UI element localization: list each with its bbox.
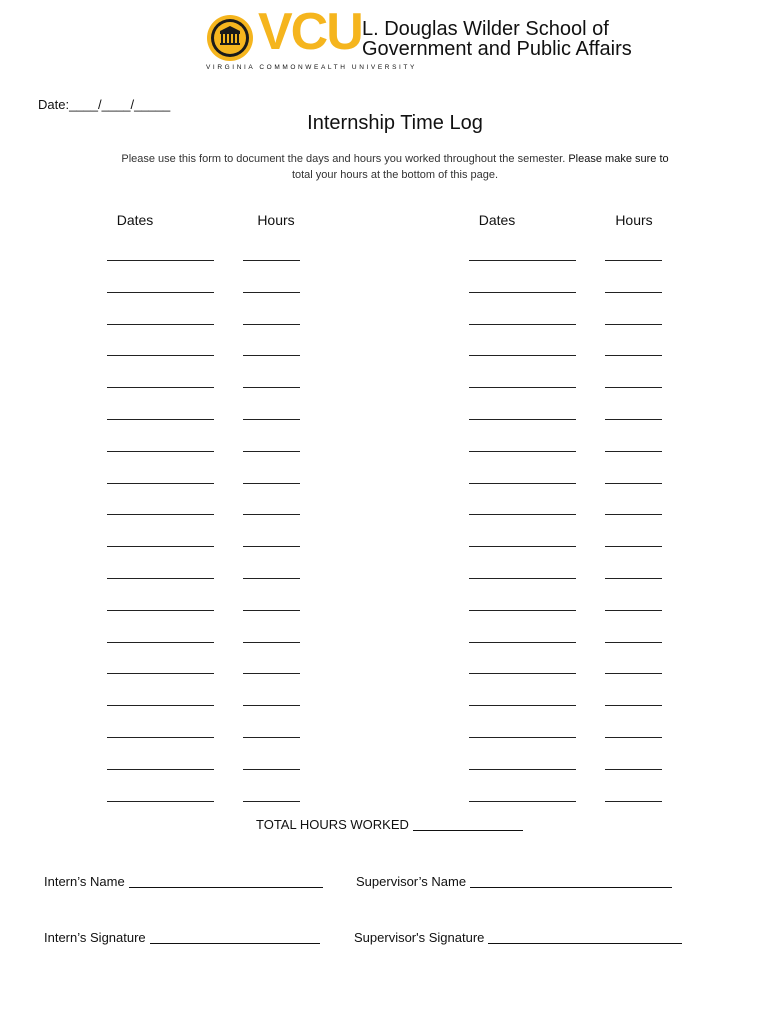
hours-entry-left[interactable] [243,387,300,388]
column-header-hours-left: Hours [257,212,295,228]
supervisor-signature-label: Supervisor's Signature [354,930,485,945]
date-entry-right[interactable] [469,801,576,802]
intern-signature-field[interactable] [150,931,320,944]
date-entry-left[interactable] [107,387,214,388]
intern-name-row [44,874,323,889]
supervisor-name-label: Supervisor’s Name [356,874,467,889]
intern-name-label: Intern’s Name [44,874,125,889]
hours-entry-right[interactable] [605,769,662,770]
date-entry-right[interactable] [469,546,576,547]
date-entry-right[interactable] [469,324,576,325]
supervisor-signature-row [354,930,682,945]
date-entry-right[interactable] [469,451,576,452]
hours-entry-left[interactable] [243,705,300,706]
hours-entry-left[interactable] [243,578,300,579]
date-entry-left[interactable] [107,642,214,643]
hours-entry-right[interactable] [605,514,662,515]
date-entry-right[interactable] [469,737,576,738]
intern-name-field[interactable] [129,875,323,888]
date-entry-left[interactable] [107,705,214,706]
hours-entry-right[interactable] [605,673,662,674]
supervisor-name-field[interactable] [470,875,672,888]
hours-entry-left[interactable] [243,483,300,484]
date-entry-left[interactable] [107,292,214,293]
date-entry-left[interactable] [107,578,214,579]
university-name: VIRGINIA COMMONWEALTH UNIVERSITY [206,64,417,71]
intern-signature-label: Intern’s Signature [44,930,146,945]
hours-entry-left[interactable] [243,801,300,802]
date-entry-left[interactable] [107,419,214,420]
hours-entry-right[interactable] [605,801,662,802]
total-hours-row [256,817,523,832]
hours-entry-right[interactable] [605,546,662,547]
date-entry-right[interactable] [469,483,576,484]
vcu-logo-wordmark: VCU [258,3,362,61]
hours-entry-left[interactable] [243,610,300,611]
hours-entry-left[interactable] [243,546,300,547]
date-entry-left[interactable] [107,324,214,325]
hours-entry-left[interactable] [243,292,300,293]
hours-entry-right[interactable] [605,578,662,579]
instructions-regular: Please use this form to document the days and hours you worked throughout the semester. [121,153,566,165]
date-entry-right[interactable] [469,387,576,388]
hours-entry-left[interactable] [243,737,300,738]
school-name-line-1: L. Douglas Wilder School of [362,18,609,40]
instructions-line-1 [0,153,770,165]
date-entry-right[interactable] [469,610,576,611]
hours-entry-left[interactable] [243,769,300,770]
hours-entry-left[interactable] [243,324,300,325]
date-entry-right[interactable] [469,355,576,356]
column-header-dates-right: Dates [478,212,516,228]
hours-entry-right[interactable] [605,737,662,738]
university-seal-logo [206,14,254,62]
intern-signature-row [44,930,320,945]
instructions-emphasis: Please make sure to [568,153,669,165]
hours-entry-left[interactable] [243,355,300,356]
date-entry-left[interactable] [107,769,214,770]
hours-entry-left[interactable] [243,260,300,261]
date-entry-right[interactable] [469,260,576,261]
total-hours-label: TOTAL HOURS WORKED [256,817,409,832]
date-entry-right[interactable] [469,292,576,293]
date-entry-right[interactable] [469,578,576,579]
total-hours-field[interactable] [413,818,523,831]
date-field[interactable]: Date:____/____/_____ [38,97,171,112]
date-entry-left[interactable] [107,451,214,452]
hours-entry-left[interactable] [243,451,300,452]
column-header-dates-left: Dates [116,212,154,228]
hours-entry-right[interactable] [605,642,662,643]
hours-entry-right[interactable] [605,292,662,293]
date-entry-right[interactable] [469,419,576,420]
date-entry-right[interactable] [469,642,576,643]
hours-entry-right[interactable] [605,355,662,356]
hours-entry-right[interactable] [605,705,662,706]
hours-entry-right[interactable] [605,483,662,484]
hours-entry-right[interactable] [605,324,662,325]
date-entry-left[interactable] [107,355,214,356]
date-entry-left[interactable] [107,801,214,802]
hours-entry-right[interactable] [605,387,662,388]
date-entry-left[interactable] [107,673,214,674]
hours-entry-left[interactable] [243,642,300,643]
hours-entry-right[interactable] [605,610,662,611]
supervisor-name-row [356,874,672,889]
column-header-hours-right: Hours [615,212,653,228]
date-entry-left[interactable] [107,483,214,484]
date-entry-right[interactable] [469,769,576,770]
hours-entry-right[interactable] [605,451,662,452]
school-name-line-2: Government and Public Affairs [362,38,632,60]
date-entry-left[interactable] [107,610,214,611]
hours-entry-left[interactable] [243,514,300,515]
hours-entry-left[interactable] [243,419,300,420]
date-entry-left[interactable] [107,737,214,738]
supervisor-signature-field[interactable] [488,931,682,944]
page-title: Internship Time Log [307,112,483,134]
date-entry-right[interactable] [469,673,576,674]
hours-entry-left[interactable] [243,673,300,674]
date-entry-left[interactable] [107,546,214,547]
hours-entry-right[interactable] [605,419,662,420]
date-entry-right[interactable] [469,705,576,706]
hours-entry-right[interactable] [605,260,662,261]
date-entry-left[interactable] [107,514,214,515]
instructions-line-2: total your hours at the bottom of this page. [291,169,499,181]
date-entry-right[interactable] [469,514,576,515]
date-entry-left[interactable] [107,260,214,261]
